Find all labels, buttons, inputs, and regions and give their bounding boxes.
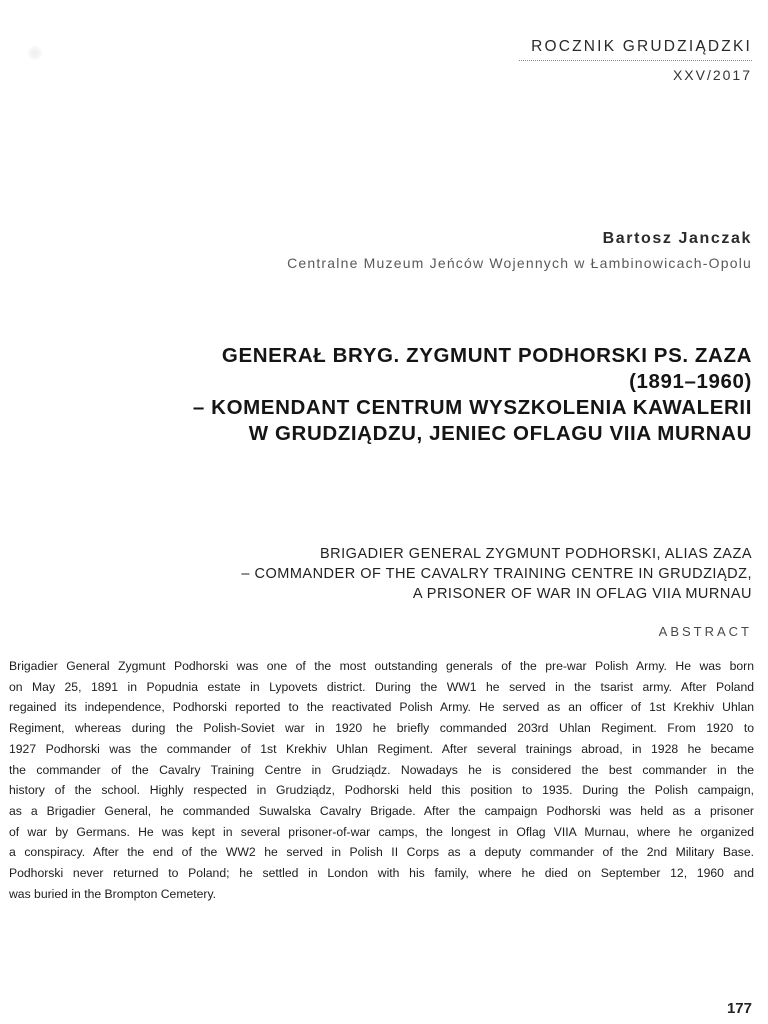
journal-volume: XXV/2017: [672, 67, 752, 83]
journal-header: [452, 38, 752, 83]
abstract-line: history of the school. Highly respected in Grudziądz, Podhorski held this position to 1935. During the Polish campaign,: [9, 783, 754, 798]
abstract-line: Brigadier General Zygmunt Podhorski was one of the most outstanding generals of the pre-war Polish Army. He was born: [9, 659, 754, 673]
journal-name: ROCZNIK GRUDZIĄDZKI: [519, 38, 752, 61]
abstract-line: on May 25, 1891 in Popudnia estate in Lypovets district. During the WW1 he served in the tsarist army. After Poland: [9, 679, 754, 694]
abstract-line: the commander of the Cavalry Training Centre in Grudziądz. Nowadays he is considered the best commander in the: [9, 762, 754, 777]
page-number: 177: [726, 1000, 752, 1017]
author-block: [52, 230, 752, 271]
abstract-line: as a Brigadier General, he commanded Suwalska Cavalry Brigade. After the campaign Podhorski was held as a prisoner: [9, 803, 754, 818]
abstract-body: [9, 656, 754, 904]
abstract-line: was buried in the Brompton Cemetery.: [9, 886, 217, 901]
title-en-line: BRIGADIER GENERAL ZYGMUNT PODHORSKI, ALIAS ZAZA: [320, 546, 752, 562]
title-pl-line: W GRUDZIĄDZU, JENIEC OFLAGU VIIA MURNAU: [248, 422, 752, 445]
abstract-line: 1927 Podhorski was the commander of 1st Krekhiv Uhlan Regiment. After several trainings abroad, in 1928 he became: [9, 741, 754, 756]
scan-artifact: [28, 46, 42, 60]
title-pl-line: GENERAŁ BRYG. ZYGMUNT PODHORSKI PS. ZAZA: [221, 344, 752, 367]
author-affiliation: Centralne Muzeum Jeńców Wojennych w Łambinowicach-Opolu: [287, 255, 752, 271]
abstract-line: Regiment, whereas during the Polish-Soviet war in 1920 he briefly commanded 203rd Uhlan Regiment. From 1920 to: [9, 721, 754, 736]
abstract-line: regained its independence, Podhorski reported to the reactivated Polish Army. He served as an officer of 1st Krekhiv Uhlan: [9, 700, 754, 715]
title-en-line: – COMMANDER OF THE CAVALRY TRAINING CENTRE IN GRUDZIĄDZ,: [241, 566, 752, 582]
author-name: Bartosz Janczak: [602, 230, 752, 247]
abstract-line: Podhorski never returned to Poland; he settled in London with his family, where he died on September 12, 1960 and: [9, 866, 754, 881]
title-en-line: A PRISONER OF WAR IN OFLAG VIIA MURNAU: [412, 586, 752, 602]
abstract-line: of war by Germans. He was kept in several prisoner-of-war camps, the longest in Oflag VIIA Murnau, where he organized: [9, 824, 754, 839]
article-title-polish: [52, 343, 752, 447]
title-pl-line: (1891–1960): [629, 370, 752, 393]
article-title-english: [52, 544, 752, 604]
abstract-line: a conspiracy. After the end of the WW2 he served in Polish II Corps as a deputy commander of the 2nd Military Base.: [9, 845, 754, 860]
title-pl-line: – KOMENDANT CENTRUM WYSZKOLENIA KAWALERII: [192, 396, 752, 419]
abstract-heading: ABSTRACT: [658, 624, 752, 639]
